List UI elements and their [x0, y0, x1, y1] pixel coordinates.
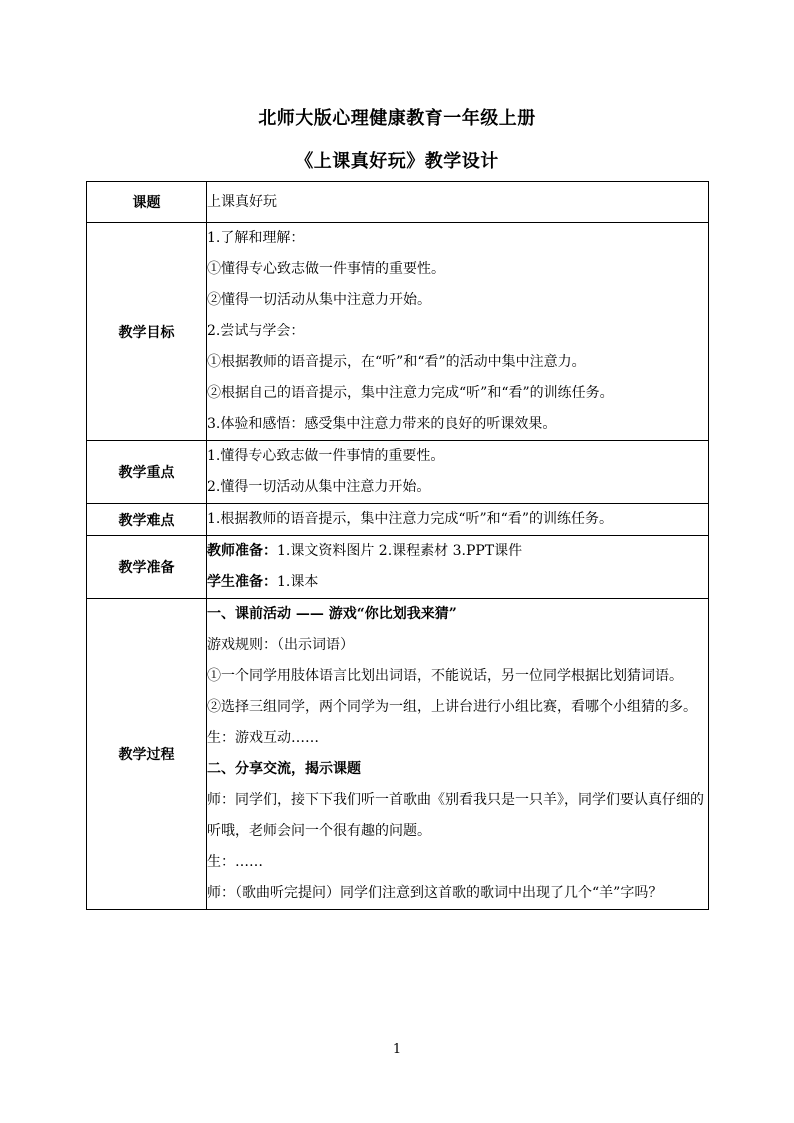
preparation-content: [207, 536, 709, 599]
process-paragraph: 师：（歌曲听完提问）同学们注意到这首歌的歌词中出现了几个“羊”字吗？: [207, 885, 663, 901]
row-label-goals: 教学目标: [87, 223, 207, 441]
process-heading: 一、课前活动 —— 游戏“你比划我来猜”: [207, 606, 457, 622]
key-points-content: [207, 441, 709, 504]
goals-content: [207, 223, 709, 441]
student-preparation-value: 1.课本: [277, 574, 319, 590]
topic-value: [207, 182, 709, 223]
process-heading: 二、分享交流，揭示课题: [207, 761, 361, 777]
teacher-preparation: [207, 536, 708, 567]
goal-line: ②懂得一切活动从集中注意力开始。: [207, 292, 431, 308]
key-point-line: 1.懂得专心致志做一件事情的重要性。: [207, 448, 445, 464]
table-row-topic: [87, 182, 709, 223]
table-row-key-points: [87, 441, 709, 504]
table-row-process: [87, 599, 709, 910]
process-paragraph: ②选择三组同学，两个同学为一组，上讲台进行小组比赛，看哪个小组猜的多。: [207, 699, 697, 715]
student-preparation: [207, 567, 708, 598]
key-point-line: 2.懂得一切活动从集中注意力开始。: [207, 479, 431, 495]
teacher-preparation-label: 教师准备：: [207, 543, 277, 559]
row-label-key-points: 教学重点: [87, 441, 207, 504]
document-subtitle: 《上课真好玩》教学设计: [295, 151, 499, 172]
goal-line: 1.了解和理解：: [207, 230, 305, 246]
difficulty-content: [207, 504, 709, 536]
table-row-goals: [87, 223, 709, 441]
process-paragraph: 游戏规则：（出示词语）: [207, 637, 354, 653]
process-paragraph: 生：……: [207, 854, 263, 870]
goal-line: 2.尝试与学会：: [207, 323, 305, 339]
row-label-process: 教学过程: [87, 599, 207, 910]
table-row-preparation: [87, 536, 709, 599]
process-paragraph: ①一个同学用肢体语言比划出词语，不能说话，另一位同学根据比划猜词语。: [207, 668, 683, 684]
table-row-difficulty: [87, 504, 709, 536]
row-label-preparation: 教学准备: [87, 536, 207, 599]
page-number: 1: [392, 1042, 402, 1057]
topic-text: 上课真好玩: [207, 193, 277, 210]
goal-line: ②根据自己的语音提示，集中注意力完成“听”和“看”的训练任务。: [207, 385, 614, 401]
process-content: [207, 599, 709, 910]
row-label-topic: 课题: [87, 182, 207, 223]
process-paragraph: 生：游戏互动……: [207, 730, 319, 746]
goal-line: 3.体验和感悟：感受集中注意力带来的良好的听课效果。: [207, 416, 557, 432]
goal-line: ①懂得专心致志做一件事情的重要性。: [207, 261, 445, 277]
goal-line: ①根据教师的语音提示，在“听”和“看”的活动中集中注意力。: [207, 354, 586, 370]
teacher-preparation-value: 1.课文资料图片 2.课程素材 3.PPT课件: [277, 543, 523, 559]
student-preparation-label: 学生准备：: [207, 574, 277, 590]
difficulty-line: 1.根据教师的语音提示，集中注意力完成“听”和“看”的训练任务。: [207, 511, 613, 527]
row-label-difficulty: 教学难点: [87, 504, 207, 536]
process-paragraph: 师：同学们，接下下我们听一首歌曲《别看我只是一只羊》，同学们要认真仔细的听哦，老师会问一个很有趣的问题。: [207, 792, 704, 839]
document-title: 北师大版心理健康教育一年级上册: [258, 108, 536, 129]
lesson-plan-table: [86, 181, 709, 910]
